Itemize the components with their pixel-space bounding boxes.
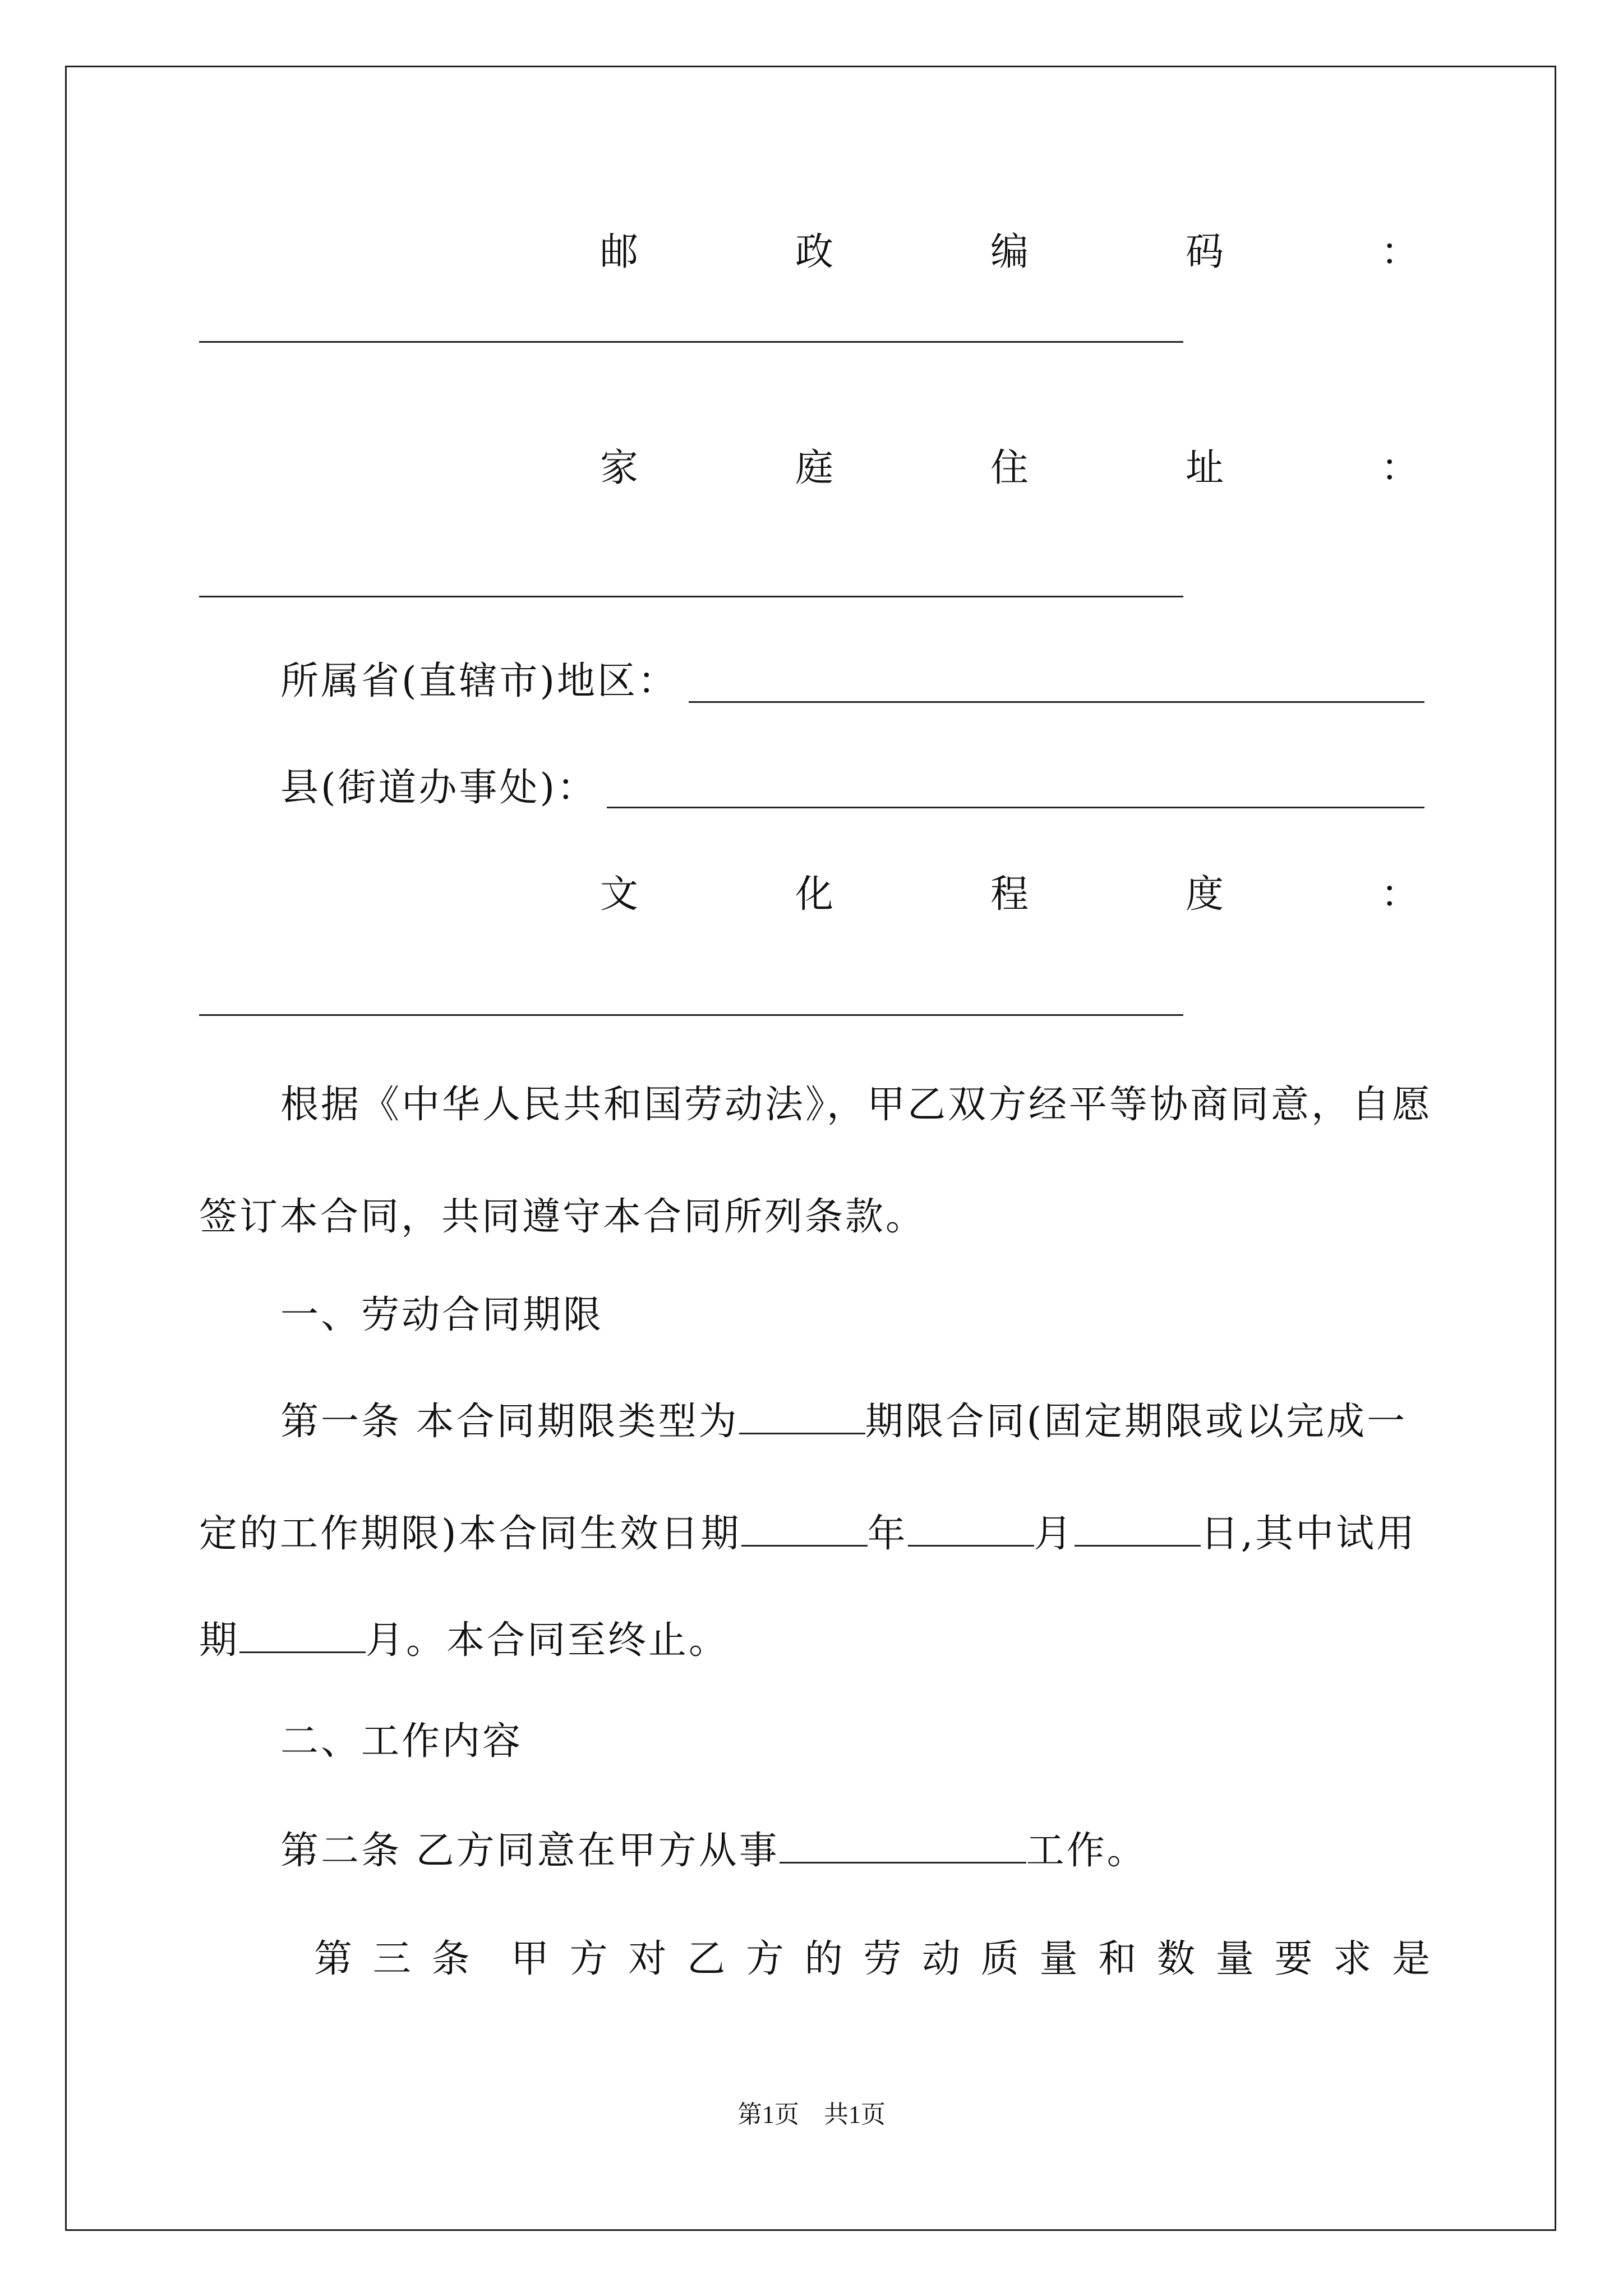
postal-code-blank[interactable]	[199, 341, 1183, 343]
start-year-blank[interactable]	[741, 1511, 868, 1547]
article-1-line-1: 第一条 本合同期限类型为 期限合同(固定期限或以完成一	[280, 1400, 1408, 1444]
article-1-line-2: 定的工作期限)本合同生效日期 年 月 日,其中试用	[199, 1512, 1417, 1556]
start-month-blank[interactable]	[908, 1511, 1034, 1547]
contract-type-blank[interactable]	[739, 1399, 865, 1434]
job-blank[interactable]	[780, 1828, 1026, 1864]
article-3-line: 第 三 条 甲 方 对 乙 方 的 劳 动 质 量 和 数 量 要 求 是	[314, 1937, 1430, 1981]
education-blank[interactable]	[199, 1014, 1183, 1016]
intro-line-1: 根据《中华人民共和国劳动法》，甲乙双方经平等协商同意，自愿	[280, 1083, 1433, 1127]
postal-code-label: 邮 政 编 码 ：	[600, 230, 1419, 274]
section-heading-term: 一、劳动合同期限	[280, 1293, 604, 1337]
article-2-line: 第二条 乙方同意在甲方从事 工作。	[280, 1829, 1147, 1873]
province-blank[interactable]	[689, 701, 1424, 703]
province-label: 所属省(直辖市)地区：	[280, 659, 679, 703]
page-footer: 第1页 共1页	[737, 2101, 886, 2128]
county-label: 县(街道办事处)：	[280, 766, 598, 810]
education-label: 文 化 程 度 ：	[600, 872, 1419, 917]
section-heading-work: 二、工作内容	[280, 1719, 523, 1764]
article-1-line-3: 期 月。本合同至终止。	[199, 1618, 730, 1663]
home-address-blank[interactable]	[199, 596, 1183, 597]
home-address-label: 家 庭 住 址 ：	[600, 446, 1419, 490]
intro-line-2: 签订本合同，共同遵守本合同所列条款。	[199, 1195, 926, 1239]
probation-months-blank[interactable]	[239, 1618, 366, 1653]
start-day-blank[interactable]	[1075, 1511, 1201, 1547]
page-border	[65, 66, 1556, 2231]
county-blank[interactable]	[607, 807, 1424, 808]
